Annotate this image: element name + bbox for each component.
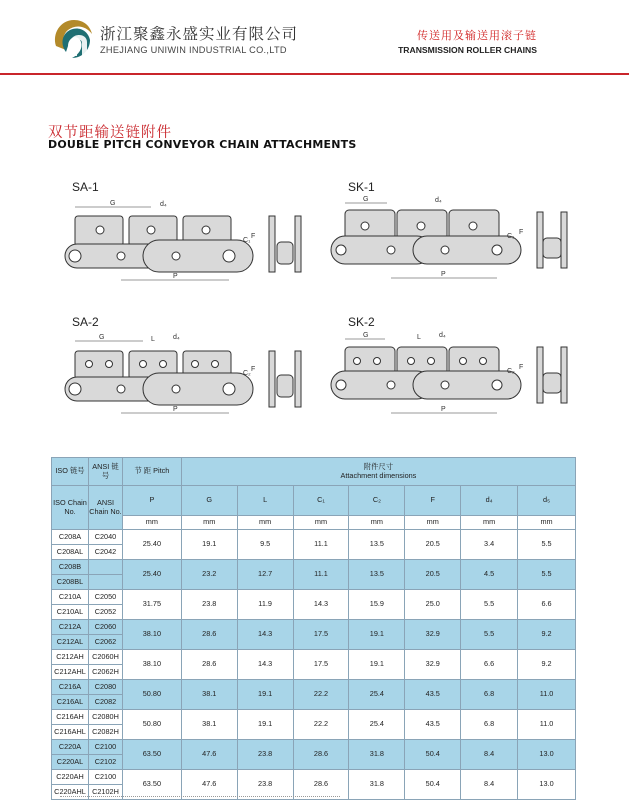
- value-cell: 32.9: [405, 620, 461, 650]
- iso-chain-cell: C216AL: [52, 695, 89, 710]
- iso-chain-cell: C210A: [52, 590, 89, 605]
- table-row: [52, 560, 576, 575]
- dim-c2-label: C₂: [243, 370, 251, 377]
- value-cell: 38.1: [181, 710, 237, 740]
- value-cell: 11.9: [237, 590, 293, 620]
- table-row: [52, 740, 576, 755]
- value-cell: 19.1: [349, 620, 405, 650]
- ansi-chain-cell: C2060: [88, 620, 122, 635]
- dim-l-label: L: [151, 336, 155, 343]
- dim-g-label: G: [110, 200, 116, 207]
- page-title-cn: 双节距输送链附件: [48, 125, 172, 141]
- value-cell: 19.1: [237, 680, 293, 710]
- unit-cell: mm: [349, 516, 405, 530]
- value-cell: 38.10: [122, 620, 181, 650]
- ansi-chain-cell: C2102H: [88, 785, 122, 800]
- value-cell: 4.5: [461, 560, 518, 590]
- value-cell: 14.3: [237, 650, 293, 680]
- iso-chain-cell: C210AL: [52, 605, 89, 620]
- col-iso-en: ISO Chain No.: [52, 486, 89, 530]
- iso-chain-cell: C208AL: [52, 545, 89, 560]
- ansi-chain-cell: [88, 560, 122, 575]
- iso-chain-cell: C212A: [52, 620, 89, 635]
- value-cell: 22.2: [293, 710, 349, 740]
- iso-chain-cell: C220A: [52, 740, 89, 755]
- figure-label-sk2: SK-2: [348, 315, 375, 329]
- catalog-category-cn: 传送用及输送用滚子链: [417, 29, 537, 42]
- table-row: [52, 770, 576, 785]
- dim-c1-label: C₁: [507, 233, 515, 240]
- header-divider: [0, 73, 629, 75]
- iso-chain-cell: C208BL: [52, 575, 89, 590]
- value-cell: 25.0: [405, 590, 461, 620]
- col-pitch-cn: 节 距 Pitch: [122, 458, 181, 486]
- unit-cell: mm: [122, 516, 181, 530]
- value-cell: 28.6: [181, 650, 237, 680]
- ansi-chain-cell: C2100: [88, 770, 122, 785]
- col-d4: d₄: [461, 486, 518, 516]
- table-row: [52, 680, 576, 695]
- value-cell: 13.5: [349, 560, 405, 590]
- col-attachment-group: [181, 458, 575, 486]
- sa1-drawing: [55, 192, 315, 292]
- value-cell: 9.5: [237, 530, 293, 560]
- value-cell: 50.4: [405, 740, 461, 770]
- figure-label-sa1: SA-1: [72, 180, 99, 194]
- value-cell: 5.5: [461, 620, 518, 650]
- attachment-en: Attachment dimensions: [340, 470, 417, 480]
- table-row: [52, 710, 576, 725]
- value-cell: 63.50: [122, 740, 181, 770]
- value-cell: 19.1: [237, 710, 293, 740]
- col-ansi-en: ANSI Chain No.: [88, 486, 122, 530]
- value-cell: 38.10: [122, 650, 181, 680]
- value-cell: 25.4: [349, 680, 405, 710]
- iso-chain-cell: C220AL: [52, 755, 89, 770]
- dim-c1-label: C₁: [243, 237, 251, 244]
- value-cell: 6.8: [461, 710, 518, 740]
- col-iso-cn: ISO 链号: [52, 458, 89, 486]
- value-cell: 17.5: [293, 620, 349, 650]
- dim-d4-label: d₄: [439, 332, 446, 339]
- dim-f-label: F: [251, 233, 256, 240]
- iso-chain-cell: C212AL: [52, 635, 89, 650]
- value-cell: 38.1: [181, 680, 237, 710]
- table-row: [52, 620, 576, 635]
- dim-f-label: F: [251, 366, 256, 373]
- ansi-chain-cell: C2062H: [88, 665, 122, 680]
- iso-chain-cell: C216AH: [52, 710, 89, 725]
- value-cell: 63.50: [122, 770, 181, 800]
- value-cell: 13.5: [349, 530, 405, 560]
- ansi-chain-cell: C2050: [88, 590, 122, 605]
- iso-chain-cell: C208B: [52, 560, 89, 575]
- ansi-chain-cell: C2100: [88, 740, 122, 755]
- col-d5: d₅: [518, 486, 576, 516]
- value-cell: 11.0: [518, 680, 576, 710]
- attachment-cn: 附件尺寸: [363, 462, 393, 471]
- catalog-category-en: TRANSMISSION ROLLER CHAINS: [398, 45, 537, 55]
- value-cell: 5.5: [518, 530, 576, 560]
- value-cell: 47.6: [181, 770, 237, 800]
- value-cell: 13.0: [518, 740, 576, 770]
- ansi-chain-cell: C2102: [88, 755, 122, 770]
- spec-table-body: [52, 530, 576, 800]
- ansi-chain-cell: C2080: [88, 680, 122, 695]
- iso-chain-cell: C216AHL: [52, 725, 89, 740]
- value-cell: 11.1: [293, 530, 349, 560]
- value-cell: 25.40: [122, 560, 181, 590]
- table-row: [52, 590, 576, 605]
- value-cell: 31.8: [349, 740, 405, 770]
- value-cell: 31.75: [122, 590, 181, 620]
- ansi-chain-cell: C2060H: [88, 650, 122, 665]
- unit-cell: mm: [405, 516, 461, 530]
- col-c2: C₂: [349, 486, 405, 516]
- value-cell: 5.5: [461, 590, 518, 620]
- dim-d4-label: d₄: [435, 197, 442, 204]
- col-c1: C₁: [293, 486, 349, 516]
- value-cell: 28.6: [293, 770, 349, 800]
- iso-chain-cell: C220AHL: [52, 785, 89, 800]
- dim-g-label: G: [363, 332, 369, 339]
- value-cell: 47.6: [181, 740, 237, 770]
- company-logo-icon: [50, 16, 94, 62]
- value-cell: 22.2: [293, 680, 349, 710]
- figure-label-sk1: SK-1: [348, 180, 375, 194]
- iso-chain-cell: C220AH: [52, 770, 89, 785]
- value-cell: 9.2: [518, 620, 576, 650]
- table-row: [52, 530, 576, 545]
- dim-d4-label: d₄: [160, 201, 167, 208]
- ansi-chain-cell: [88, 575, 122, 590]
- value-cell: 14.3: [293, 590, 349, 620]
- ansi-chain-cell: C2082H: [88, 725, 122, 740]
- dim-p-label: P: [173, 406, 178, 413]
- ansi-chain-cell: C2040: [88, 530, 122, 545]
- value-cell: 43.5: [405, 710, 461, 740]
- value-cell: 8.4: [461, 770, 518, 800]
- iso-chain-cell: C208A: [52, 530, 89, 545]
- dim-g-label: G: [99, 334, 105, 341]
- value-cell: 13.0: [518, 770, 576, 800]
- dim-g-label: G: [363, 196, 369, 203]
- value-cell: 15.9: [349, 590, 405, 620]
- value-cell: 14.3: [237, 620, 293, 650]
- value-cell: 23.2: [181, 560, 237, 590]
- unit-cell: mm: [461, 516, 518, 530]
- dim-p-label: P: [441, 406, 446, 413]
- value-cell: 28.6: [181, 620, 237, 650]
- ansi-chain-cell: C2080H: [88, 710, 122, 725]
- page-title-en: DOUBLE PITCH CONVEYOR CHAIN ATTACHMENTS: [48, 138, 357, 151]
- ansi-chain-cell: C2082: [88, 695, 122, 710]
- ansi-chain-cell: C2052: [88, 605, 122, 620]
- iso-chain-cell: C212AH: [52, 650, 89, 665]
- attachment-spec-table: [51, 457, 576, 800]
- value-cell: 11.1: [293, 560, 349, 590]
- unit-cell: mm: [237, 516, 293, 530]
- value-cell: 43.5: [405, 680, 461, 710]
- value-cell: 50.80: [122, 680, 181, 710]
- value-cell: 12.7: [237, 560, 293, 590]
- unit-cell: mm: [293, 516, 349, 530]
- page-header: [0, 0, 629, 78]
- iso-chain-cell: C212AHL: [52, 665, 89, 680]
- value-cell: 25.40: [122, 530, 181, 560]
- dim-f-label: F: [519, 364, 524, 371]
- value-cell: 8.4: [461, 740, 518, 770]
- figure-label-sa2: SA-2: [72, 315, 99, 329]
- ansi-chain-cell: C2062: [88, 635, 122, 650]
- unit-cell: mm: [181, 516, 237, 530]
- dim-c2-label: C₂: [507, 368, 515, 375]
- col-f: F: [405, 486, 461, 516]
- value-cell: 6.6: [461, 650, 518, 680]
- dim-d4-label: d₄: [173, 334, 180, 341]
- sk1-drawing: [325, 192, 585, 292]
- value-cell: 19.1: [349, 650, 405, 680]
- footer-divider: [60, 796, 340, 800]
- value-cell: 6.8: [461, 680, 518, 710]
- table-row: [52, 650, 576, 665]
- dim-p-label: P: [441, 271, 446, 278]
- dim-l-label: L: [417, 334, 421, 341]
- value-cell: 20.5: [405, 560, 461, 590]
- value-cell: 17.5: [293, 650, 349, 680]
- sk2-drawing: [325, 327, 585, 422]
- value-cell: 23.8: [237, 740, 293, 770]
- value-cell: 50.4: [405, 770, 461, 800]
- col-g: G: [181, 486, 237, 516]
- iso-chain-cell: C216A: [52, 680, 89, 695]
- value-cell: 50.80: [122, 710, 181, 740]
- value-cell: 23.8: [237, 770, 293, 800]
- value-cell: 19.1: [181, 530, 237, 560]
- value-cell: 5.5: [518, 560, 576, 590]
- value-cell: 20.5: [405, 530, 461, 560]
- value-cell: 9.2: [518, 650, 576, 680]
- value-cell: 11.0: [518, 710, 576, 740]
- company-name-en: ZHEJIANG UNIWIN INDUSTRIAL CO.,LTD: [100, 45, 287, 55]
- sa2-drawing: [55, 327, 315, 422]
- unit-cell: mm: [518, 516, 576, 530]
- dim-p-label: P: [173, 273, 178, 280]
- value-cell: 25.4: [349, 710, 405, 740]
- col-p: P: [122, 486, 181, 516]
- value-cell: 31.8: [349, 770, 405, 800]
- units-row: [52, 516, 576, 530]
- dim-f-label: F: [519, 229, 524, 236]
- value-cell: 3.4: [461, 530, 518, 560]
- col-l: L: [237, 486, 293, 516]
- value-cell: 23.8: [181, 590, 237, 620]
- ansi-chain-cell: C2042: [88, 545, 122, 560]
- value-cell: 28.6: [293, 740, 349, 770]
- value-cell: 32.9: [405, 650, 461, 680]
- company-name-cn: 浙江聚鑫永盛实业有限公司: [100, 25, 299, 43]
- value-cell: 6.6: [518, 590, 576, 620]
- col-ansi-cn: ANSI 链号: [88, 458, 122, 486]
